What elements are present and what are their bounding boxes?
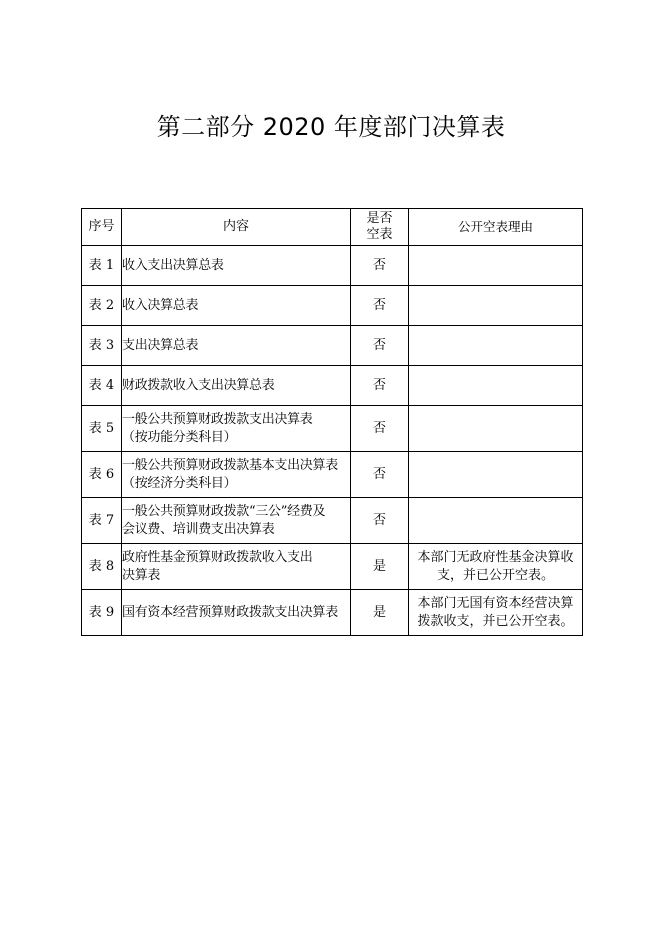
- table-row: [82, 498, 583, 544]
- row-open: 是: [351, 590, 409, 636]
- header-reason: 公开空表理由: [409, 209, 583, 246]
- row-content: 一般公共预算财政拨款“三公”经费及 会议费、培训费支出决算表: [122, 498, 351, 544]
- header-open: [351, 209, 409, 246]
- row-content: 政府性基金预算财政拨款收入支出 决算表: [122, 544, 351, 590]
- row-reason: [409, 246, 583, 286]
- row-reason: 本部门无政府性基金决算收 支，并已公开空表。: [409, 544, 583, 590]
- row-open: 否: [351, 246, 409, 286]
- table-row: [82, 246, 583, 286]
- row-open: 否: [351, 406, 409, 452]
- table-row: [82, 452, 583, 498]
- disclosure-table: [81, 208, 583, 636]
- row-open: 否: [351, 498, 409, 544]
- row-open: 否: [351, 366, 409, 406]
- row-no: 表 9: [82, 590, 122, 636]
- row-no: 表 2: [82, 286, 122, 326]
- row-reason: [409, 452, 583, 498]
- row-content: 一般公共预算财政拨款基本支出决算表 （按经济分类科目）: [122, 452, 351, 498]
- row-reason: [409, 498, 583, 544]
- row-no: 表 7: [82, 498, 122, 544]
- row-reason: [409, 326, 583, 366]
- row-reason: [409, 366, 583, 406]
- row-reason: 本部门无国有资本经营决算 拨款收支，并已公开空表。: [409, 590, 583, 636]
- row-open: 否: [351, 326, 409, 366]
- row-no: 表 6: [82, 452, 122, 498]
- row-content: 财政拨款收入支出决算总表: [122, 366, 351, 406]
- table-row: [82, 590, 583, 636]
- table-row: [82, 326, 583, 366]
- row-content: 收入决算总表: [122, 286, 351, 326]
- row-content: 国有资本经营预算财政拨款支出决算表: [122, 590, 351, 636]
- table-header-row: [82, 209, 583, 246]
- row-no: 表 4: [82, 366, 122, 406]
- page-title: 第二部分 2020 年度部门决算表: [156, 113, 506, 141]
- table-row: [82, 406, 583, 452]
- table-row: [82, 366, 583, 406]
- header-no: 序号: [82, 209, 122, 246]
- row-open: 否: [351, 452, 409, 498]
- header-open-label: 是否 空表: [366, 211, 393, 242]
- row-content: 支出决算总表: [122, 326, 351, 366]
- row-content: 收入支出决算总表: [122, 246, 351, 286]
- row-reason: [409, 406, 583, 452]
- row-content: 一般公共预算财政拨款支出决算表 （按功能分类科目）: [122, 406, 351, 452]
- row-open: 否: [351, 286, 409, 326]
- table-row: [82, 286, 583, 326]
- row-reason: [409, 286, 583, 326]
- row-open: 是: [351, 544, 409, 590]
- row-no: 表 5: [82, 406, 122, 452]
- row-no: 表 1: [82, 246, 122, 286]
- row-no: 表 3: [82, 326, 122, 366]
- row-no: 表 8: [82, 544, 122, 590]
- table-row: [82, 544, 583, 590]
- header-content: 内容: [122, 209, 351, 246]
